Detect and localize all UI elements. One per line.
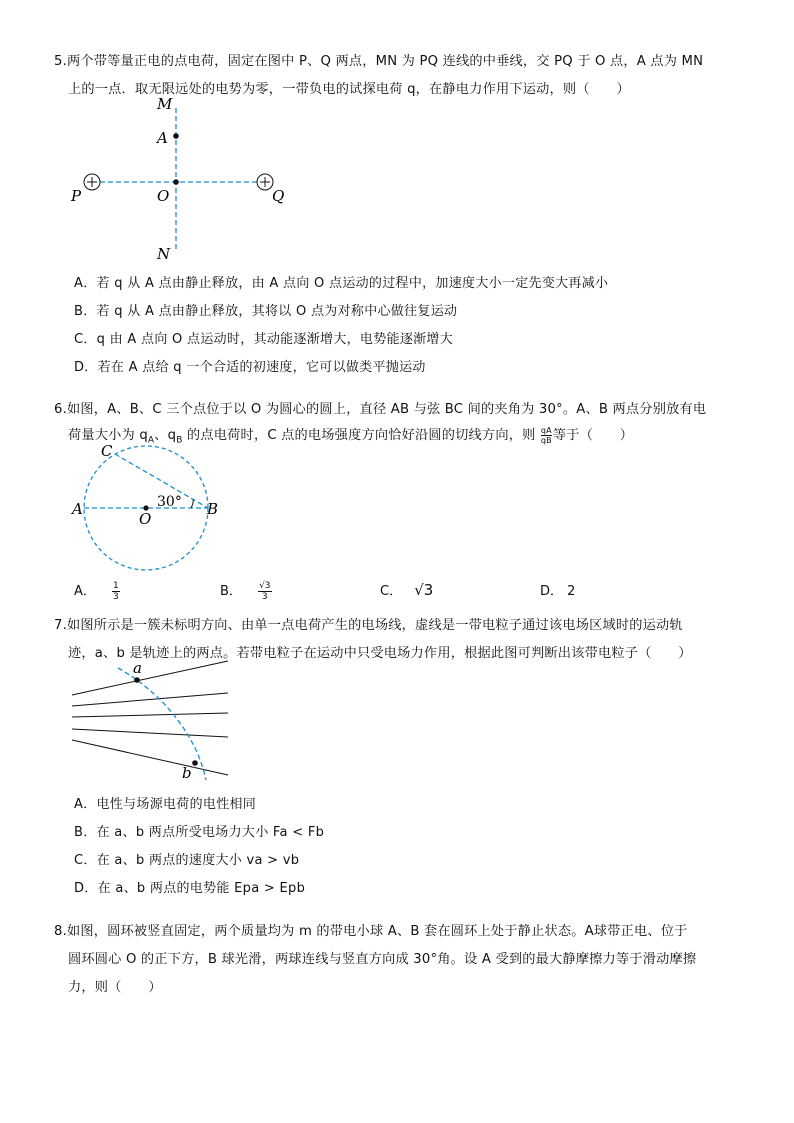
q5-label-p: P — [71, 187, 82, 205]
q7-stem-line1: 7.如图所示是一簇未标明方向、由单一点电荷产生的电场线，虚线是一带电粒子通过该电场区域时的运动轨 — [54, 618, 683, 633]
q6-sub-a: A — [147, 435, 155, 446]
q6-choice-c[interactable] — [380, 580, 433, 599]
q6-choice-d[interactable] — [540, 580, 575, 599]
q5-option-c[interactable]: C．q 由 A 点向 O 点运动时，其动能逐渐增大，电势能逐渐增大 — [74, 332, 454, 347]
q6-choice-b-den: 3 — [261, 592, 268, 602]
q6-choice-a[interactable] — [74, 580, 120, 602]
q7-option-d[interactable]: D．在 a、b 两点的电势能 Epa > Epb — [74, 881, 306, 896]
q6-stem-text-a: 荷量大小为 q — [68, 428, 148, 443]
q5-stem-line1: 5.两个带等量正电的点电荷，固定在图中 P、Q 两点，MN 为 PQ 连线的中垂线，交 PQ 于 O 点，A 点为 MN — [54, 54, 704, 69]
q6-label-o: O — [139, 510, 152, 528]
q6-choice-d-value: 2 — [567, 584, 576, 599]
q6-ratio-num: qA — [540, 425, 552, 435]
q7-option-a[interactable]: A．电性与场源电荷的电性相同 — [74, 797, 257, 812]
q6-ratio-den: qB — [540, 435, 552, 445]
q6-label-b: B — [207, 500, 219, 518]
q5-label-q: Q — [272, 187, 285, 205]
q6-choice-c-label: C． — [380, 584, 403, 599]
q6-sub-b: B — [176, 435, 183, 446]
q6-stem-text-d: 等于（ ） — [552, 428, 634, 443]
q6-label-a: A — [72, 500, 83, 518]
q5-label-o: O — [157, 187, 170, 205]
q8-stem-line1: 8.如图，圆环被竖直固定，两个质量均为 m 的带电小球 A、B 套在圆环上处于静止状态。A球带正电、位于 — [54, 924, 688, 939]
q6-angle-label: 30° — [157, 494, 182, 510]
q6-label-c: C — [101, 442, 113, 460]
q6-choice-d-label: D． — [540, 584, 564, 599]
q8-stem-line2: 圆环圆心 O 的正下方，B 球光滑，两球连线与竖直方向成 30°角。设 A 受到的最大静摩擦力等于滑动摩擦 — [68, 952, 697, 967]
q6-stem-text-b: 、q — [154, 428, 177, 443]
q7-figure — [0, 652, 794, 782]
q6-choice-c-value: √3 — [414, 581, 434, 599]
q6-stem-line1: 6.如图，A、B、C 三个点位于以 O 为圆心的圆上，直径 AB 与弦 BC 间的夹角为 30°。A、B 两点分别放有电 — [54, 402, 707, 417]
q5-label-n: N — [157, 245, 171, 263]
q7-option-b[interactable]: B．在 a、b 两点所受电场力大小 Fa < Fb — [74, 825, 325, 840]
q6-choice-b-label: B． — [220, 584, 242, 599]
q6-choice-b-num: √3 — [259, 581, 271, 591]
q7-label-b: b — [182, 764, 192, 782]
q5-figure — [0, 90, 794, 280]
q6-choice-b-fraction — [258, 581, 271, 602]
q6-choice-a-fraction — [112, 581, 120, 602]
q6-choice-b[interactable] — [220, 580, 272, 602]
q7-stem-line2: 迹，a、b 是轨迹上的两点。若带电粒子在运动中只受电场力作用，根据此图可判断出该带电粒子（ ） — [68, 646, 692, 661]
q5-label-m: M — [157, 95, 173, 113]
q5-stem-line2: 上的一点．取无限远处的电势为零，一带负电的试探电荷 q，在静电力作用下运动，则（ ） — [68, 82, 630, 97]
q6-choice-a-label: A． — [74, 584, 96, 599]
q8-stem-line3: 力，则（ ） — [68, 980, 162, 995]
q6-choice-a-num: 1 — [113, 581, 119, 591]
q6-stem-text-c: 的点电荷时，C 点的电场强度方向恰好沿圆的切线方向，则 — [182, 428, 536, 443]
q5-option-b[interactable]: B．若 q 从 A 点由静止释放，其将以 O 点为对称中心做往复运动 — [74, 304, 458, 319]
q7-option-c[interactable]: C．在 a、b 两点的速度大小 va > vb — [74, 853, 300, 868]
q7-label-a: a — [133, 659, 142, 677]
q5-option-a[interactable]: A．若 q 从 A 点由静止释放，由 A 点向 O 点运动的过程中，加速度大小一定先变大再减小 — [74, 276, 609, 291]
q5-label-a: A — [157, 129, 168, 147]
q5-option-d[interactable]: D．若在 A 点给 q 一个合适的初速度，它可以做类平抛运动 — [74, 360, 426, 375]
q6-choice-a-den: 3 — [113, 592, 119, 602]
